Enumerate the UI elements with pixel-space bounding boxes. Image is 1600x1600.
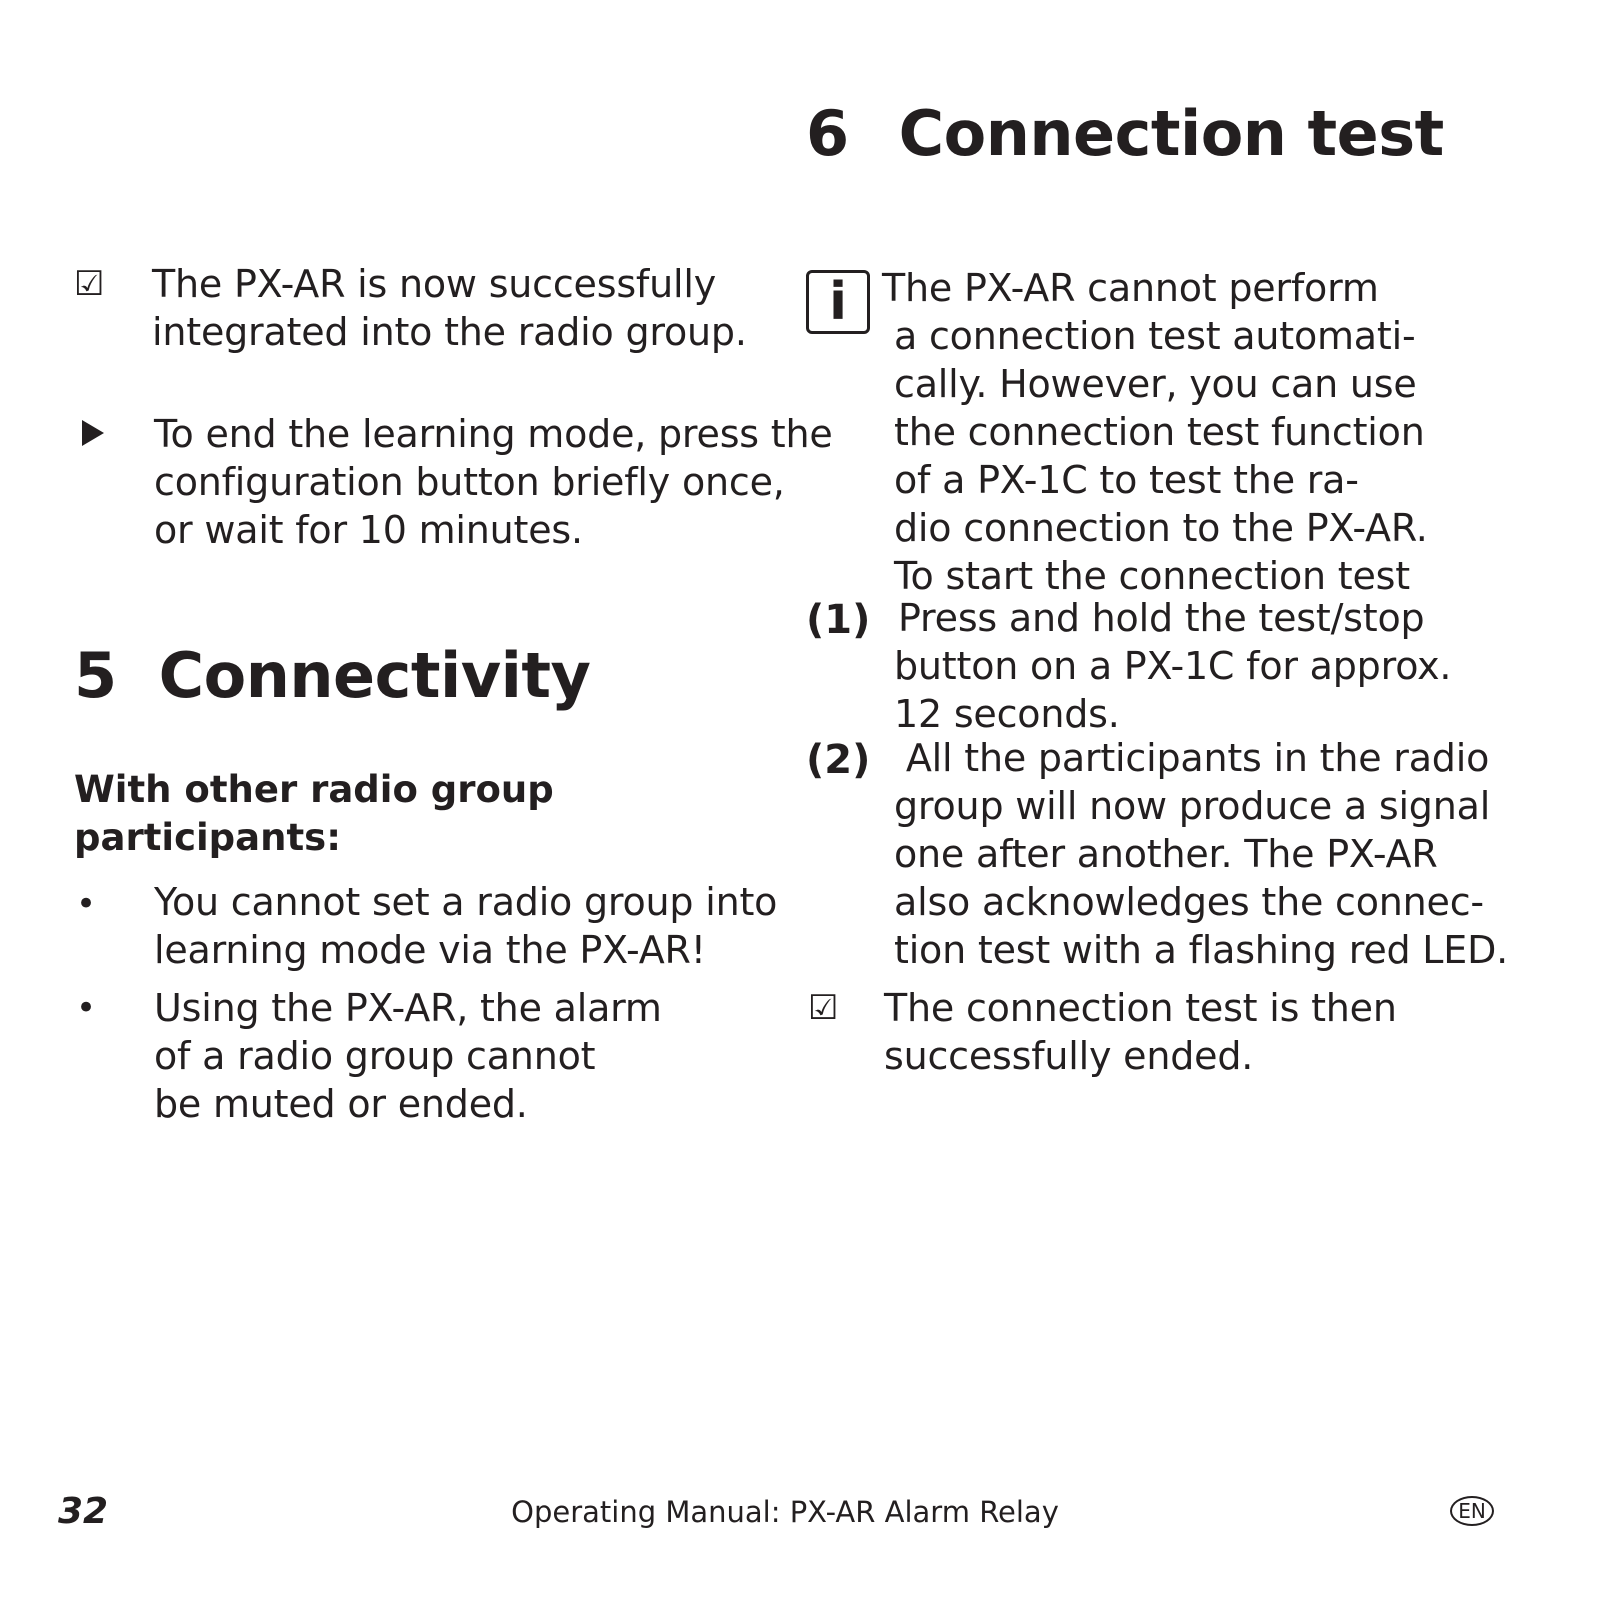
text-line: a connection test automati- (894, 314, 1416, 358)
footer-title: Operating Manual: PX-AR Alarm Relay (511, 1495, 1059, 1529)
text-line: configuration button briefly once, (154, 460, 785, 504)
page-number: 32 (58, 1491, 109, 1532)
step-number: (1) (806, 597, 871, 643)
text-line: tion test with a flashing red LED. (894, 928, 1509, 972)
text-line: group will now produce a signal (894, 784, 1491, 828)
text-line: of a PX-1C to test the ra- (894, 458, 1359, 502)
text-line: To end the learning mode, press the (154, 412, 833, 456)
step-text (894, 594, 1451, 738)
text-line: integrated into the radio group. (152, 310, 747, 354)
text-line: of a radio group cannot (154, 1034, 596, 1078)
text-line: The PX-AR cannot perform (882, 266, 1379, 310)
language-code: EN (1458, 1499, 1486, 1523)
step-number: (2) (806, 737, 871, 783)
text-line: The connection test is then (884, 986, 1397, 1030)
check-item-text (152, 260, 747, 356)
text-line: or wait for 10 minutes. (154, 508, 583, 552)
checkbox-icon: ☑ (808, 988, 839, 1028)
text-line: button on a PX-1C for approx. (894, 644, 1452, 688)
info-text (882, 264, 1428, 600)
text-line: cally. However, you can use (894, 362, 1417, 406)
text-line: successfully ended. (884, 1034, 1254, 1078)
text-line: the connection test function (894, 410, 1425, 454)
text-line: Press and hold the test/stop (898, 596, 1425, 640)
bullet-icon: • (76, 884, 97, 924)
text-line: also acknowledges the connec- (894, 880, 1484, 924)
section-number: 5 (74, 639, 117, 712)
text-line: With other radio group (74, 768, 554, 811)
action-item-text (154, 410, 833, 554)
text-line: one after another. The PX-AR (894, 832, 1438, 876)
bullet-text (154, 984, 662, 1128)
section-5-heading (74, 640, 590, 712)
text-line: Using the PX-AR, the alarm (154, 986, 662, 1030)
step-text (894, 734, 1508, 974)
section-title: Connection test (898, 97, 1444, 170)
text-line: 12 seconds. (894, 692, 1120, 736)
text-line: To start the connection test (894, 554, 1410, 598)
triangle-arrow-icon (82, 420, 104, 446)
bullet-icon: • (76, 988, 97, 1028)
section-title: Connectivity (158, 639, 591, 712)
text-line: The PX-AR is now successfully (152, 262, 716, 306)
text-line: learning mode via the PX-AR! (154, 928, 706, 972)
text-line: You cannot set a radio group into (154, 880, 778, 924)
section-6-heading (806, 98, 1444, 170)
language-badge (1450, 1496, 1494, 1526)
text-line: participants: (74, 816, 341, 859)
checkbox-icon: ☑ (74, 264, 105, 304)
text-line: be muted or ended. (154, 1082, 528, 1126)
section-number: 6 (806, 97, 849, 170)
bullet-text (154, 878, 777, 974)
check-result-text (884, 984, 1397, 1080)
text-line: dio connection to the PX-AR. (894, 506, 1428, 550)
info-icon: i (806, 270, 870, 334)
text-line: All the participants in the radio (894, 736, 1490, 780)
subheading (74, 766, 554, 862)
